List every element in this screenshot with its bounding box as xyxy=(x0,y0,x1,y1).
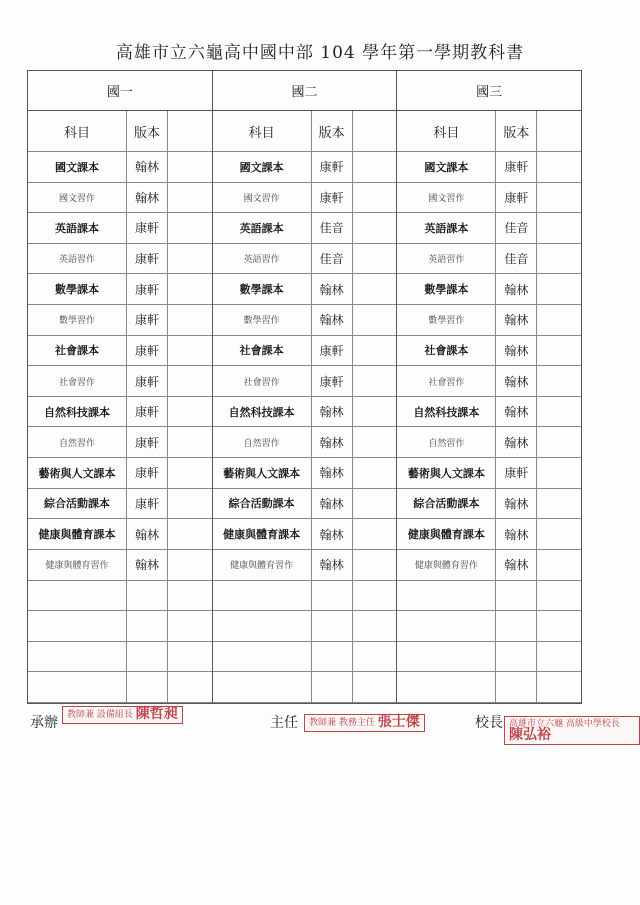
empty-cell xyxy=(168,672,212,702)
blank-cell xyxy=(168,427,212,457)
empty-row xyxy=(397,672,581,703)
principal-stamp-title: 高雄市立六龜 高級中學校長 xyxy=(509,719,620,729)
empty-cell xyxy=(28,581,127,611)
blank-cell xyxy=(168,244,212,274)
subject-cell: 自然習作 xyxy=(397,427,496,457)
table-row xyxy=(28,244,212,275)
table-row xyxy=(397,336,581,367)
blank-cell xyxy=(537,519,581,549)
version-cell: 康軒 xyxy=(127,274,168,304)
blank-cell xyxy=(168,274,212,304)
empty-row xyxy=(213,642,397,673)
grade-header: 國三 xyxy=(397,71,581,111)
grade-header: 國二 xyxy=(213,71,397,111)
table-row xyxy=(397,427,581,458)
empty-cell xyxy=(496,642,537,672)
table-row xyxy=(213,458,397,489)
version-column-header: 版本 xyxy=(312,111,353,150)
table-row xyxy=(28,305,212,336)
version-cell: 康軒 xyxy=(312,366,353,396)
handler-stamp-title: 教師兼 設備組長 xyxy=(67,710,133,720)
table-row xyxy=(397,244,581,275)
subject-cell: 健康與體育課本 xyxy=(213,519,312,549)
subject-cell: 英語習作 xyxy=(397,244,496,274)
table-row xyxy=(213,244,397,275)
subject-cell: 自然科技課本 xyxy=(397,397,496,427)
grade-section xyxy=(28,71,213,703)
subject-cell: 數學習作 xyxy=(397,305,496,335)
blank-cell xyxy=(537,336,581,366)
blank-cell xyxy=(168,458,212,488)
version-cell: 康軒 xyxy=(312,183,353,213)
version-cell: 康軒 xyxy=(312,336,353,366)
subject-column-header: 科目 xyxy=(397,111,496,150)
blank-cell xyxy=(353,183,397,213)
table-row xyxy=(28,183,212,214)
subject-column-header: 科目 xyxy=(213,111,312,150)
subject-cell: 藝術與人文課本 xyxy=(28,458,127,488)
table-row xyxy=(28,336,212,367)
empty-cell xyxy=(353,672,397,702)
blank-cell xyxy=(168,152,212,182)
subject-cell: 國文課本 xyxy=(28,152,127,182)
subject-cell: 健康與體育課本 xyxy=(397,519,496,549)
empty-cell xyxy=(127,672,168,702)
table-row xyxy=(213,489,397,520)
blank-cell xyxy=(353,274,397,304)
subject-cell: 健康與體育習作 xyxy=(213,550,312,580)
subject-cell: 健康與體育課本 xyxy=(28,519,127,549)
subject-cell: 國文習作 xyxy=(213,183,312,213)
version-cell: 康軒 xyxy=(127,458,168,488)
empty-cell xyxy=(312,672,353,702)
version-cell: 翰林 xyxy=(312,305,353,335)
empty-row xyxy=(28,672,212,703)
subject-cell: 英語課本 xyxy=(213,213,312,243)
version-cell: 翰林 xyxy=(312,489,353,519)
blank-cell xyxy=(537,550,581,580)
table-row xyxy=(397,550,581,581)
empty-row xyxy=(28,611,212,642)
empty-row xyxy=(28,642,212,673)
blank-cell xyxy=(537,366,581,396)
subject-cell: 國文習作 xyxy=(28,183,127,213)
empty-cell xyxy=(213,642,312,672)
subject-cell: 健康與體育習作 xyxy=(28,550,127,580)
table-row xyxy=(397,489,581,520)
version-cell: 康軒 xyxy=(127,366,168,396)
subject-cell: 綜合活動課本 xyxy=(397,489,496,519)
textbook-table xyxy=(27,70,582,704)
table-row xyxy=(213,519,397,550)
blank-cell xyxy=(353,489,397,519)
version-cell: 翰林 xyxy=(127,550,168,580)
director-stamp-name: 張士傑 xyxy=(377,714,420,730)
version-cell: 翰林 xyxy=(312,550,353,580)
version-cell: 康軒 xyxy=(496,183,537,213)
table-row xyxy=(397,305,581,336)
blank-cell xyxy=(537,305,581,335)
empty-cell xyxy=(537,611,581,641)
blank-cell xyxy=(353,519,397,549)
handler-label: 承辦 xyxy=(30,715,58,731)
empty-cell xyxy=(213,672,312,702)
table-row xyxy=(213,397,397,428)
empty-row xyxy=(28,581,212,612)
table-row xyxy=(28,427,212,458)
empty-cell xyxy=(28,642,127,672)
table-row xyxy=(28,366,212,397)
version-cell: 康軒 xyxy=(127,397,168,427)
subject-cell: 國文習作 xyxy=(397,183,496,213)
blank-column-header xyxy=(168,111,212,150)
table-row xyxy=(213,336,397,367)
subject-cell: 綜合活動課本 xyxy=(28,489,127,519)
version-cell: 翰林 xyxy=(312,458,353,488)
blank-cell xyxy=(537,458,581,488)
subject-cell: 社會課本 xyxy=(213,336,312,366)
blank-cell xyxy=(168,183,212,213)
grade-section xyxy=(397,71,581,703)
table-row xyxy=(213,274,397,305)
subject-cell: 健康與體育習作 xyxy=(397,550,496,580)
empty-cell xyxy=(127,642,168,672)
table-row xyxy=(213,213,397,244)
version-cell: 康軒 xyxy=(127,336,168,366)
version-cell: 康軒 xyxy=(127,213,168,243)
version-cell: 佳音 xyxy=(312,244,353,274)
blank-cell xyxy=(353,458,397,488)
blank-cell xyxy=(168,305,212,335)
column-header-row xyxy=(28,111,212,151)
version-cell: 翰林 xyxy=(496,550,537,580)
subject-cell: 英語課本 xyxy=(28,213,127,243)
table-row xyxy=(28,550,212,581)
empty-cell xyxy=(353,581,397,611)
subject-cell: 社會習作 xyxy=(28,366,127,396)
version-cell: 康軒 xyxy=(496,458,537,488)
blank-cell xyxy=(168,336,212,366)
blank-cell xyxy=(168,213,212,243)
subject-cell: 社會課本 xyxy=(28,336,127,366)
subject-cell: 數學課本 xyxy=(213,274,312,304)
blank-cell xyxy=(537,274,581,304)
empty-cell xyxy=(312,642,353,672)
version-cell: 翰林 xyxy=(312,427,353,457)
subject-column-header: 科目 xyxy=(28,111,127,150)
subject-cell: 社會習作 xyxy=(397,366,496,396)
subject-cell: 藝術與人文課本 xyxy=(397,458,496,488)
director-label: 主任 xyxy=(270,715,298,731)
blank-cell xyxy=(353,397,397,427)
version-cell: 佳音 xyxy=(496,244,537,274)
subject-cell: 數學課本 xyxy=(28,274,127,304)
empty-cell xyxy=(168,642,212,672)
handler-stamp-name: 陳哲昶 xyxy=(135,706,178,722)
empty-cell xyxy=(397,672,496,702)
blank-cell xyxy=(168,550,212,580)
table-row xyxy=(28,519,212,550)
version-cell: 翰林 xyxy=(496,274,537,304)
blank-cell xyxy=(353,366,397,396)
subject-cell: 英語習作 xyxy=(28,244,127,274)
empty-cell xyxy=(312,581,353,611)
version-cell: 翰林 xyxy=(312,274,353,304)
column-header-row xyxy=(397,111,581,151)
empty-cell xyxy=(168,611,212,641)
version-cell: 康軒 xyxy=(127,244,168,274)
grade-header: 國一 xyxy=(28,71,212,111)
blank-cell xyxy=(537,427,581,457)
empty-row xyxy=(213,672,397,703)
subject-cell: 自然習作 xyxy=(28,427,127,457)
blank-cell xyxy=(353,244,397,274)
version-cell: 翰林 xyxy=(496,489,537,519)
subject-cell: 國文課本 xyxy=(397,152,496,182)
table-row xyxy=(397,274,581,305)
blank-cell xyxy=(168,519,212,549)
empty-cell xyxy=(213,611,312,641)
version-cell: 翰林 xyxy=(127,183,168,213)
principal-stamp xyxy=(504,716,640,745)
empty-cell xyxy=(537,642,581,672)
subject-cell: 國文課本 xyxy=(213,152,312,182)
blank-cell xyxy=(353,336,397,366)
version-cell: 翰林 xyxy=(127,152,168,182)
empty-cell xyxy=(127,611,168,641)
version-cell: 翰林 xyxy=(127,519,168,549)
version-cell: 翰林 xyxy=(496,519,537,549)
blank-cell xyxy=(537,152,581,182)
subject-cell: 自然科技課本 xyxy=(28,397,127,427)
version-cell: 翰林 xyxy=(496,336,537,366)
handler-stamp xyxy=(62,706,183,724)
table-row xyxy=(397,397,581,428)
table-row xyxy=(397,366,581,397)
empty-cell xyxy=(496,581,537,611)
version-column-header: 版本 xyxy=(496,111,537,150)
director-stamp-title: 教師兼 教務主任 xyxy=(309,718,375,728)
table-row xyxy=(213,152,397,183)
version-cell: 翰林 xyxy=(496,427,537,457)
subject-cell: 社會課本 xyxy=(397,336,496,366)
empty-cell xyxy=(397,642,496,672)
empty-row xyxy=(213,581,397,612)
empty-cell xyxy=(312,611,353,641)
version-cell: 翰林 xyxy=(312,519,353,549)
director-stamp xyxy=(304,714,425,732)
blank-cell xyxy=(537,489,581,519)
empty-cell xyxy=(213,581,312,611)
empty-cell xyxy=(537,672,581,702)
empty-cell xyxy=(168,581,212,611)
blank-cell xyxy=(168,366,212,396)
subject-cell: 自然習作 xyxy=(213,427,312,457)
version-cell: 佳音 xyxy=(312,213,353,243)
blank-cell xyxy=(353,550,397,580)
version-cell: 康軒 xyxy=(127,305,168,335)
table-row xyxy=(213,305,397,336)
table-row xyxy=(397,152,581,183)
table-row xyxy=(28,489,212,520)
subject-cell: 英語課本 xyxy=(397,213,496,243)
empty-row xyxy=(397,581,581,612)
version-cell: 翰林 xyxy=(496,397,537,427)
subject-cell: 社會習作 xyxy=(213,366,312,396)
empty-cell xyxy=(28,611,127,641)
blank-cell xyxy=(353,213,397,243)
principal-label: 校長 xyxy=(475,715,503,731)
table-row xyxy=(213,183,397,214)
table-row xyxy=(213,550,397,581)
blank-cell xyxy=(353,427,397,457)
table-row xyxy=(28,213,212,244)
subject-cell: 綜合活動課本 xyxy=(213,489,312,519)
column-header-row xyxy=(213,111,397,151)
empty-cell xyxy=(353,642,397,672)
empty-cell xyxy=(28,672,127,702)
empty-row xyxy=(213,611,397,642)
subject-cell: 數學習作 xyxy=(28,305,127,335)
empty-cell xyxy=(397,611,496,641)
table-row xyxy=(213,366,397,397)
subject-cell: 自然科技課本 xyxy=(213,397,312,427)
table-row xyxy=(397,519,581,550)
blank-cell xyxy=(537,213,581,243)
empty-cell xyxy=(127,581,168,611)
table-row xyxy=(28,274,212,305)
blank-cell xyxy=(168,397,212,427)
subject-cell: 數學課本 xyxy=(397,274,496,304)
blank-column-header xyxy=(353,111,397,150)
empty-cell xyxy=(496,672,537,702)
principal-stamp-name: 陳弘裕 xyxy=(509,727,551,743)
blank-cell xyxy=(168,489,212,519)
blank-cell xyxy=(353,305,397,335)
blank-cell xyxy=(537,244,581,274)
subject-cell: 數學習作 xyxy=(213,305,312,335)
version-cell: 佳音 xyxy=(496,213,537,243)
version-cell: 翰林 xyxy=(312,397,353,427)
blank-cell xyxy=(353,152,397,182)
version-cell: 翰林 xyxy=(496,366,537,396)
version-cell: 康軒 xyxy=(127,427,168,457)
table-row xyxy=(397,458,581,489)
version-cell: 翰林 xyxy=(496,305,537,335)
blank-cell xyxy=(537,397,581,427)
version-column-header: 版本 xyxy=(127,111,168,150)
table-row xyxy=(397,183,581,214)
table-row xyxy=(397,213,581,244)
table-row xyxy=(28,397,212,428)
blank-cell xyxy=(537,183,581,213)
blank-column-header xyxy=(537,111,581,150)
empty-row xyxy=(397,611,581,642)
document-title: 高雄市立六龜高中國中部 104 學年第一學期教科書 xyxy=(115,43,525,63)
empty-cell xyxy=(397,581,496,611)
empty-row xyxy=(397,642,581,673)
empty-cell xyxy=(353,611,397,641)
version-cell: 康軒 xyxy=(496,152,537,182)
version-cell: 康軒 xyxy=(127,489,168,519)
empty-cell xyxy=(496,611,537,641)
table-row xyxy=(28,152,212,183)
table-row xyxy=(213,427,397,458)
version-cell: 康軒 xyxy=(312,152,353,182)
subject-cell: 英語習作 xyxy=(213,244,312,274)
grade-section xyxy=(213,71,398,703)
table-row xyxy=(28,458,212,489)
subject-cell: 藝術與人文課本 xyxy=(213,458,312,488)
empty-cell xyxy=(537,581,581,611)
